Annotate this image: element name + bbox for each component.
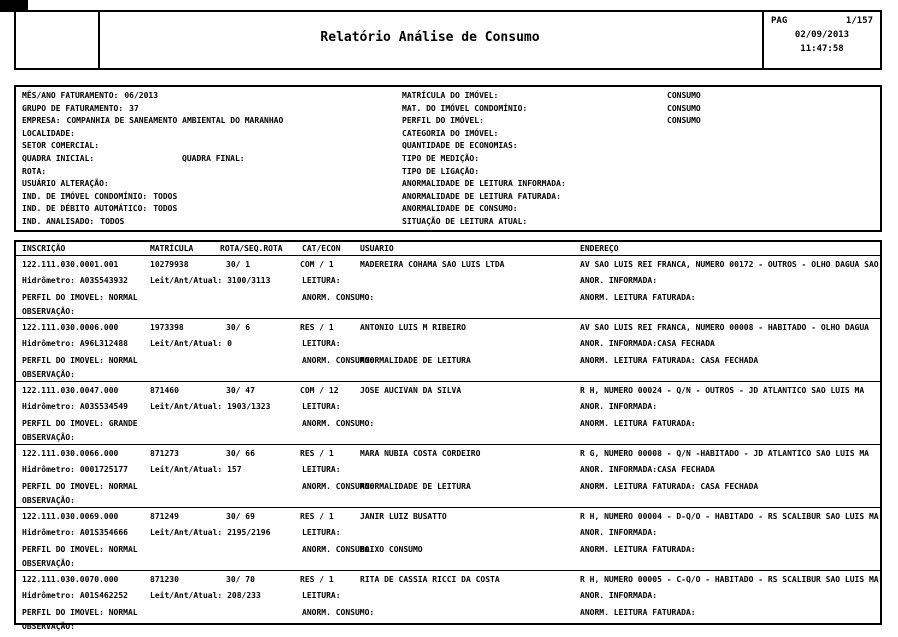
hidrometro-label: Hidrômetro: bbox=[22, 339, 75, 348]
filter-label: ROTA: bbox=[22, 166, 47, 176]
consumption-table bbox=[14, 240, 882, 631]
filter-parameters-box bbox=[14, 85, 882, 232]
filter-consumo-tag: CONSUMO bbox=[667, 116, 701, 126]
filter-value: TODOS bbox=[100, 216, 125, 226]
anorm-consumo-value: ANORMALIDADE DE LEITURA bbox=[360, 356, 471, 365]
observacao-label: OBSERVAÇÃO: bbox=[22, 370, 75, 379]
leit-ant-atual-value: 208/233 bbox=[227, 591, 261, 600]
hidrometro-field bbox=[22, 465, 128, 474]
anorm-leitura-faturada-value: CASA FECHADA bbox=[700, 482, 759, 491]
filter-label: EMPRESA: bbox=[22, 116, 61, 126]
leit-ant-atual-value: 2195/2196 bbox=[227, 528, 271, 537]
perfil-imovel-field bbox=[22, 419, 138, 428]
table-row bbox=[16, 571, 880, 633]
filter-label: QUANTIDADE DE ECONOMIAS: bbox=[402, 141, 518, 151]
anorm-consumo-label: ANORM. CONSUMO: bbox=[302, 293, 375, 302]
hidrometro-label: Hidrômetro: bbox=[22, 402, 75, 411]
row-endereco: R G, NUMERO 00008 - Q/N -HABITADO - JD ATLANTICO SAO LUIS MA bbox=[580, 449, 869, 458]
row-rota-seq: 30/ 1 bbox=[226, 260, 251, 269]
leit-ant-atual-value: 1903/1323 bbox=[227, 402, 271, 411]
perfil-imovel-label: PERFIL DO IMOVEL: bbox=[22, 545, 104, 554]
anorm-leitura-faturada-label: ANORM. LEITURA FATURADA: bbox=[580, 293, 696, 302]
perfil-imovel-field bbox=[22, 545, 138, 554]
filter-label: ANORMALIDADE DE LEITURA FATURADA: bbox=[402, 191, 561, 201]
filter-line bbox=[402, 216, 878, 229]
perfil-imovel-value: NORMAL bbox=[108, 356, 138, 365]
row-cat-econ: COM / 1 bbox=[300, 260, 334, 269]
row-endereco: R H, NUMERO 00004 - D-Q/O - HABITADO - RS SCALIBUR SAO LUIS MA bbox=[580, 512, 879, 521]
hidrometro-field bbox=[22, 276, 128, 285]
filter-label: PERFIL DO IMÓVEL: bbox=[402, 116, 484, 126]
filter-label: MÊS/ANO FATURAMENTO: bbox=[22, 91, 119, 100]
filter-consumo-tag: CONSUMO bbox=[667, 91, 701, 100]
filter-line bbox=[402, 115, 878, 128]
anorm-consumo-value: ANORMALIDADE DE LEITURA bbox=[360, 482, 471, 491]
row-inscricao: 122.111.030.0069.000 bbox=[22, 512, 119, 521]
filter-line bbox=[402, 178, 878, 191]
filter-line bbox=[22, 178, 400, 191]
leit-ant-atual-label: Leit/Ant/Atual: bbox=[150, 276, 223, 285]
filter-line bbox=[402, 90, 878, 103]
hidrometro-field bbox=[22, 402, 128, 411]
perfil-imovel-field bbox=[22, 482, 138, 491]
table-row bbox=[16, 445, 880, 508]
page-meta bbox=[762, 12, 880, 68]
filter-value: 06/2013 bbox=[124, 91, 159, 100]
anor-informada-field bbox=[580, 465, 715, 474]
filter-line bbox=[402, 203, 878, 216]
row-cat-econ: RES / 1 bbox=[300, 323, 334, 332]
leit-ant-atual-label: Leit/Ant/Atual: bbox=[150, 402, 223, 411]
column-header-rota: ROTA/SEQ.ROTA bbox=[220, 244, 283, 253]
row-matricula: 10279938 bbox=[150, 260, 189, 269]
filter-label: SITUAÇÃO DE LEITURA ATUAL: bbox=[402, 216, 528, 226]
filter-value: TODOS bbox=[153, 191, 178, 201]
filter-label: ANORMALIDADE DE CONSUMO: bbox=[402, 204, 518, 214]
perfil-imovel-label: PERFIL DO IMOVEL: bbox=[22, 482, 104, 491]
row-usuario: MARA NUBIA COSTA CORDEIRO bbox=[360, 449, 481, 458]
row-matricula: 871460 bbox=[150, 386, 179, 395]
filter-line bbox=[22, 166, 400, 179]
anor-informada-field bbox=[580, 528, 657, 537]
row-inscricao: 122.111.030.0066.000 bbox=[22, 449, 119, 458]
table-row bbox=[16, 382, 880, 445]
filter-label: IND. DE IMÓVEL CONDOMÍNIO: bbox=[22, 191, 148, 201]
anorm-leitura-faturada-field bbox=[580, 608, 700, 617]
anor-informada-value: CASA FECHADA bbox=[657, 465, 715, 474]
row-matricula: 1973398 bbox=[150, 323, 184, 332]
filter-label: TIPO DE MEDIÇÃO: bbox=[402, 153, 480, 163]
pag-value: 1/157 bbox=[845, 16, 873, 26]
observacao-label: OBSERVAÇÃO: bbox=[22, 496, 75, 505]
filter-label: SETOR COMERCIAL: bbox=[22, 141, 100, 151]
row-usuario: JANIR LUIZ BUSATTO bbox=[360, 512, 447, 521]
row-usuario: ANTONIO LUIS M RIBEIRO bbox=[360, 323, 466, 332]
filter-value: 37 bbox=[129, 103, 139, 113]
hidrometro-field bbox=[22, 339, 128, 348]
row-cat-econ: RES / 1 bbox=[300, 575, 334, 584]
anorm-leitura-faturada-field bbox=[580, 419, 700, 428]
filter-left-column bbox=[22, 90, 400, 229]
row-inscricao: 122.111.030.0047.000 bbox=[22, 386, 119, 395]
row-usuario: RITA DE CASSIA RICCI DA COSTA bbox=[360, 575, 500, 584]
column-header-usuario: USUARIO bbox=[360, 244, 394, 253]
leit-ant-atual-value: 3100/3113 bbox=[227, 276, 271, 285]
perfil-imovel-field bbox=[22, 608, 138, 617]
row-matricula: 871230 bbox=[150, 575, 179, 584]
filter-line bbox=[22, 203, 400, 216]
row-endereco: AV SAO LUIS REI FRANCA, NUMERO 00172 - OUTROS - OLHO DAGUA SAO bbox=[580, 260, 879, 269]
filter-line bbox=[22, 216, 400, 229]
leitura-label: LEITURA: bbox=[302, 339, 341, 348]
row-rota-seq: 30/ 69 bbox=[226, 512, 255, 521]
filter-label: IND. ANALISADO: bbox=[22, 216, 95, 226]
leitura-label: LEITURA: bbox=[302, 591, 341, 600]
row-matricula: 871249 bbox=[150, 512, 179, 521]
page-title: Relatório Análise de Consumo bbox=[320, 30, 540, 45]
anor-informada-label: ANOR. INFORMADA: bbox=[580, 402, 658, 411]
hidrometro-value: A01S354666 bbox=[79, 528, 128, 537]
filter-line bbox=[22, 153, 400, 166]
filter-label: QUADRA FINAL: bbox=[182, 153, 245, 163]
observacao-label: OBSERVAÇÃO: bbox=[22, 559, 75, 568]
perfil-imovel-value: NORMAL bbox=[108, 545, 138, 554]
anorm-leitura-faturada-field bbox=[580, 545, 700, 554]
hidrometro-label: Hidrômetro: bbox=[22, 276, 75, 285]
table-row bbox=[16, 256, 880, 319]
leit-ant-atual-field bbox=[150, 465, 242, 474]
anorm-consumo-label: ANORM. CONSUMO: bbox=[302, 608, 375, 617]
anor-informada-field bbox=[580, 339, 715, 348]
leit-ant-atual-field bbox=[150, 528, 270, 537]
perfil-imovel-value: GRANDE bbox=[108, 419, 138, 428]
anorm-leitura-faturada-label: ANORM. LEITURA FATURADA: bbox=[580, 356, 696, 365]
column-header-cat-econ: CAT/ECON bbox=[302, 244, 341, 253]
filter-right-column bbox=[402, 90, 878, 229]
anorm-leitura-faturada-label: ANORM. LEITURA FATURADA: bbox=[580, 545, 696, 554]
leitura-label: LEITURA: bbox=[302, 276, 341, 285]
filter-value: COMPANHIA DE SANEAMENTO AMBIENTAL DO MARANHAO bbox=[66, 116, 284, 126]
hidrometro-label: Hidrômetro: bbox=[22, 528, 75, 537]
leit-ant-atual-field bbox=[150, 276, 270, 285]
row-cat-econ: RES / 1 bbox=[300, 449, 334, 458]
row-usuario: MADEREIRA COHAMA SAO LUIS LTDA bbox=[360, 260, 505, 269]
leitura-label: LEITURA: bbox=[302, 402, 341, 411]
filter-consumo-tag: CONSUMO bbox=[667, 103, 701, 113]
leitura-label: LEITURA: bbox=[302, 528, 341, 537]
filter-label: MAT. DO IMÓVEL CONDOMÍNIO: bbox=[402, 103, 528, 113]
filter-line bbox=[22, 140, 400, 153]
anor-informada-label: ANOR. INFORMADA: bbox=[580, 528, 658, 537]
leit-ant-atual-field bbox=[150, 339, 232, 348]
table-body bbox=[16, 256, 880, 633]
hidrometro-label: Hidrômetro: bbox=[22, 591, 75, 600]
anor-informada-label: ANOR. INFORMADA: bbox=[580, 339, 658, 348]
anor-informada-field bbox=[580, 591, 657, 600]
anor-informada-field bbox=[580, 276, 657, 285]
perfil-imovel-label: PERFIL DO IMOVEL: bbox=[22, 293, 104, 302]
anor-informada-field bbox=[580, 402, 657, 411]
filter-line bbox=[22, 115, 400, 128]
perfil-imovel-field bbox=[22, 293, 138, 302]
filter-line bbox=[402, 140, 878, 153]
report-time: 11:47:58 bbox=[800, 44, 844, 54]
anorm-leitura-faturada-label: ANORM. LEITURA FATURADA: bbox=[580, 482, 696, 491]
perfil-imovel-value: NORMAL bbox=[108, 293, 138, 302]
filter-line bbox=[402, 103, 878, 116]
leit-ant-atual-field bbox=[150, 591, 261, 600]
row-rota-seq: 30/ 66 bbox=[226, 449, 255, 458]
hidrometro-field bbox=[22, 591, 128, 600]
leit-ant-atual-value: 0 bbox=[227, 339, 232, 348]
hidrometro-value: A01S462252 bbox=[79, 591, 128, 600]
anorm-consumo-label: ANORM. CONSUMO: bbox=[302, 356, 375, 365]
anorm-consumo-label: ANORM. CONSUMO: bbox=[302, 545, 375, 554]
filter-label: IND. DE DÉBITO AUTOMÁTICO: bbox=[22, 204, 148, 214]
hidrometro-label: Hidrômetro: bbox=[22, 465, 75, 474]
filter-label: ANORMALIDADE DE LEITURA INFORMADA: bbox=[402, 179, 566, 189]
pag-label: PAG bbox=[771, 16, 788, 26]
row-usuario: JOSE AUCIVAN DA SILVA bbox=[360, 386, 462, 395]
hidrometro-value: A96L312488 bbox=[79, 339, 128, 348]
anorm-consumo-label: ANORM. CONSUMO: bbox=[302, 482, 375, 491]
leit-ant-atual-field bbox=[150, 402, 270, 411]
column-header-endereco: ENDEREÇO bbox=[580, 244, 619, 253]
row-inscricao: 122.111.030.0001.001 bbox=[22, 260, 119, 269]
filter-label: TIPO DE LIGAÇÃO: bbox=[402, 166, 480, 176]
table-row bbox=[16, 319, 880, 382]
row-cat-econ: COM / 12 bbox=[300, 386, 339, 395]
hidrometro-value: A03S534549 bbox=[79, 402, 128, 411]
row-rota-seq: 30/ 70 bbox=[226, 575, 255, 584]
filter-label: MATRÍCULA DO IMÓVEL: bbox=[402, 91, 499, 100]
row-inscricao: 122.111.030.0006.000 bbox=[22, 323, 119, 332]
anorm-leitura-faturada-field bbox=[580, 293, 700, 302]
filter-label: USUÁRIO ALTERAÇÃO: bbox=[22, 179, 109, 189]
hidrometro-value: 0001725177 bbox=[79, 465, 128, 474]
column-header-inscricao: INSCRIÇÃO bbox=[22, 244, 66, 253]
perfil-imovel-label: PERFIL DO IMOVEL: bbox=[22, 608, 104, 617]
perfil-imovel-label: PERFIL DO IMOVEL: bbox=[22, 419, 104, 428]
row-rota-seq: 30/ 6 bbox=[226, 323, 251, 332]
filter-line bbox=[402, 166, 878, 179]
filter-line bbox=[402, 191, 878, 204]
observacao-label: OBSERVAÇÃO: bbox=[22, 307, 75, 316]
leitura-label: LEITURA: bbox=[302, 465, 341, 474]
filter-line bbox=[22, 90, 400, 103]
filter-value: TODOS bbox=[153, 204, 178, 214]
anorm-leitura-faturada-field bbox=[580, 356, 758, 365]
filter-label: CATEGORIA DO IMÓVEL: bbox=[402, 128, 499, 138]
column-header-matricula: MATRÍCULA bbox=[150, 244, 194, 253]
perfil-imovel-value: NORMAL bbox=[108, 608, 138, 617]
perfil-imovel-label: PERFIL DO IMOVEL: bbox=[22, 356, 104, 365]
anorm-consumo-value: BAIXO CONSUMO bbox=[360, 545, 423, 554]
anorm-leitura-faturada-field bbox=[580, 482, 758, 491]
row-endereco: AV SAO LUIS REI FRANCA, NUMERO 00008 - HABITADO - OLHO DAGUA bbox=[580, 323, 869, 332]
report-header bbox=[14, 10, 882, 70]
row-rota-seq: 30/ 47 bbox=[226, 386, 255, 395]
anor-informada-value: CASA FECHADA bbox=[657, 339, 715, 348]
filter-line bbox=[22, 128, 400, 141]
observacao-label: OBSERVAÇÃO: bbox=[22, 622, 75, 631]
anorm-consumo-label: ANORM. CONSUMO: bbox=[302, 419, 375, 428]
filter-line bbox=[402, 128, 878, 141]
filter-label: GRUPO DE FATURAMENTO: bbox=[22, 103, 124, 113]
row-endereco: R H, NUMERO 00005 - C-Q/O - HABITADO - RS SCALIBUR SAO LUIS MA bbox=[580, 575, 879, 584]
anor-informada-label: ANOR. INFORMADA: bbox=[580, 465, 658, 474]
anorm-leitura-faturada-label: ANORM. LEITURA FATURADA: bbox=[580, 608, 696, 617]
filter-line bbox=[402, 153, 878, 166]
filter-line bbox=[22, 191, 400, 204]
row-cat-econ: RES / 1 bbox=[300, 512, 334, 521]
row-inscricao: 122.111.030.0070.000 bbox=[22, 575, 119, 584]
anor-informada-label: ANOR. INFORMADA: bbox=[580, 276, 658, 285]
leit-ant-atual-label: Leit/Ant/Atual: bbox=[150, 339, 223, 348]
row-endereco: R H, NUMERO 00024 - Q/N - OUTROS - JD ATLANTICO SAO LUIS MA bbox=[580, 386, 865, 395]
anorm-leitura-faturada-label: ANORM. LEITURA FATURADA: bbox=[580, 419, 696, 428]
hidrometro-value: A03S543932 bbox=[79, 276, 128, 285]
leit-ant-atual-label: Leit/Ant/Atual: bbox=[150, 591, 223, 600]
report-date: 02/09/2013 bbox=[794, 30, 850, 40]
anorm-leitura-faturada-value: CASA FECHADA bbox=[700, 356, 759, 365]
row-matricula: 871273 bbox=[150, 449, 179, 458]
hidrometro-field bbox=[22, 528, 128, 537]
filter-label: QUADRA INICIAL: bbox=[22, 153, 95, 163]
perfil-imovel-field bbox=[22, 356, 138, 365]
leit-ant-atual-label: Leit/Ant/Atual: bbox=[150, 465, 223, 474]
table-header-row bbox=[16, 242, 880, 256]
leit-ant-atual-value: 157 bbox=[227, 465, 242, 474]
observacao-label: OBSERVAÇÃO: bbox=[22, 433, 75, 442]
perfil-imovel-value: NORMAL bbox=[108, 482, 138, 491]
filter-line bbox=[22, 103, 400, 116]
table-row bbox=[16, 508, 880, 571]
logo-placeholder bbox=[16, 12, 100, 68]
leit-ant-atual-label: Leit/Ant/Atual: bbox=[150, 528, 223, 537]
filter-label: LOCALIDADE: bbox=[22, 128, 75, 138]
anor-informada-label: ANOR. INFORMADA: bbox=[580, 591, 658, 600]
